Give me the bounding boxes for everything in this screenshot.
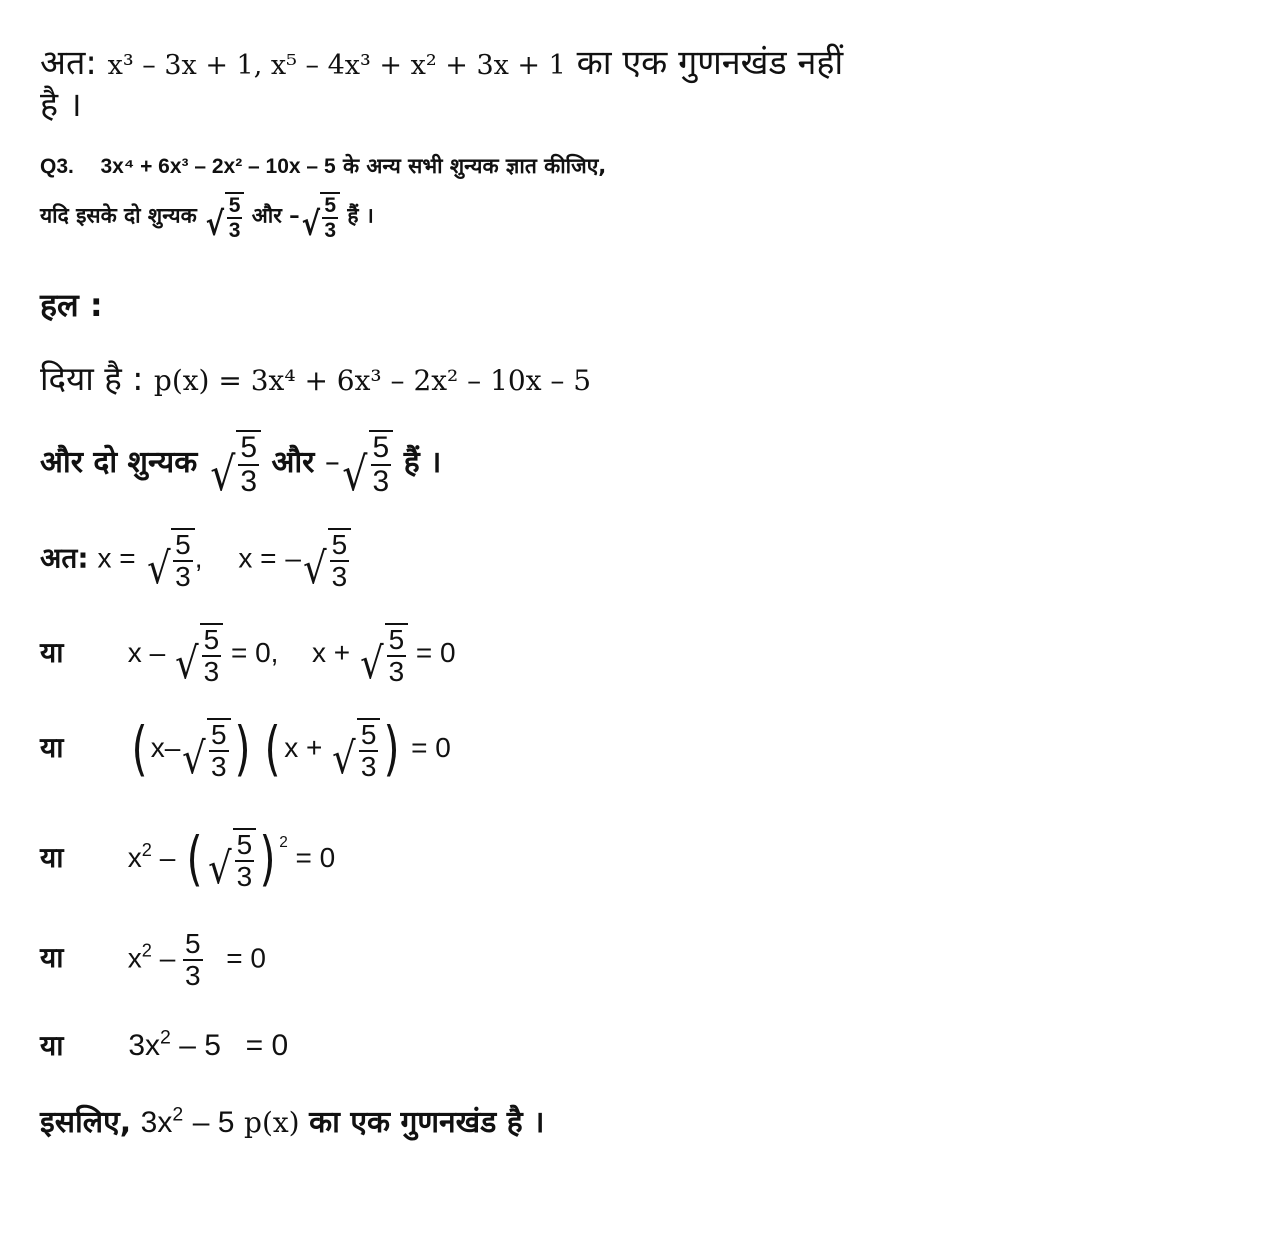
given-line: [40, 355, 591, 400]
sqrt-5-3: √ $\frac{5}{3}$: [173, 623, 223, 686]
fraction-denominator: 3: [236, 861, 253, 892]
question-line-2: [40, 192, 374, 244]
intro-line2-text: है ।: [40, 85, 82, 125]
sqrt-5-3: √ $\frac{5}{3}$: [330, 718, 380, 781]
equals-zero: = 0: [415, 636, 456, 668]
fraction-numerator: 5: [203, 624, 220, 655]
plus-sign: +: [333, 636, 351, 668]
intro-suffix: का एक गुणनखंड नहीं: [576, 43, 844, 83]
zeros-text-b: और: [271, 445, 315, 480]
conclusion-px: p(x): [244, 1106, 300, 1139]
question-polynomial: 3x⁴ + 6x³ – 2x² – 10x – 5: [100, 155, 336, 178]
equals-zero: = 0,: [230, 636, 279, 668]
x-var: x: [127, 841, 142, 873]
expr-3x: 3x: [128, 1029, 161, 1062]
fraction-numerator: 5: [372, 431, 390, 464]
left-paren: (: [186, 824, 203, 894]
sqrt-5-3: √ $\frac{5}{3}$: [301, 528, 351, 591]
conclusion-prefix: इसलिए,: [40, 1105, 132, 1140]
exponent: 2: [141, 940, 152, 961]
sqrt-5-3: √ $\frac{5}{3}$: [300, 192, 340, 241]
given-prefix: दिया है :: [40, 359, 144, 398]
minus-sign: –: [159, 942, 176, 974]
plus-sign: +: [306, 731, 323, 763]
exponent: 2: [141, 839, 152, 860]
step-5-line: [40, 1026, 288, 1064]
right-paren: ): [233, 714, 251, 784]
right-paren: ): [259, 824, 276, 894]
sqrt-5-3: √ $\frac{5}{3}$: [208, 430, 261, 497]
solution-heading: [40, 283, 103, 326]
hence-prefix: अत:: [40, 541, 89, 575]
question-text-1: के अन्य सभी शुन्यक ज्ञात कीजिए,: [342, 154, 607, 178]
exponent: 2: [160, 1026, 171, 1049]
x-var: x: [150, 731, 165, 763]
fraction-numerator: 5: [185, 928, 201, 959]
ya-label: या: [40, 1029, 64, 1062]
fraction-numerator: 5: [388, 624, 405, 655]
conclusion-3x: 3x: [140, 1106, 173, 1139]
zeros-text-a: और दो शुन्यक: [40, 445, 198, 480]
fraction-numerator: 5: [236, 829, 253, 860]
sqrt-5-3: √ $\frac{5}{3}$: [204, 192, 244, 241]
minus-sign: –: [324, 445, 340, 480]
x-equals: x =: [238, 542, 277, 574]
solution-heading-text: हल :: [40, 286, 103, 324]
fraction-numerator: 5: [240, 431, 258, 464]
ya-label: या: [40, 941, 64, 975]
fraction-numerator: 5: [210, 719, 227, 750]
minus-sign: –: [164, 731, 181, 763]
x-var: x: [127, 942, 142, 974]
conclusion-minus-5: – 5: [192, 1106, 235, 1139]
sqrt-5-3: √ $\frac{5}{3}$: [206, 828, 256, 891]
x-var: x: [284, 731, 299, 763]
sqrt-5-3: √ $\frac{5}{3}$: [340, 430, 393, 497]
fraction-numerator: 5: [331, 529, 348, 560]
right-paren: ): [383, 714, 400, 784]
fraction-denominator: 3: [240, 465, 258, 498]
expr-minus-5: – 5: [179, 1029, 221, 1062]
question-text-2c: हैं ।: [347, 203, 374, 228]
minus-sign: –: [149, 636, 166, 668]
step-4-line: [40, 930, 266, 990]
zeros-text-c: हैं ।: [403, 445, 442, 480]
fraction-denominator: 3: [210, 751, 227, 782]
fraction-denominator: 3: [175, 561, 191, 592]
fraction-numerator: 5: [228, 194, 241, 217]
sqrt-5-3: √ $\frac{5}{3}$: [145, 528, 195, 591]
fraction-denominator: 3: [324, 219, 337, 242]
minus-sign: –: [289, 203, 300, 228]
left-paren: (: [131, 714, 148, 784]
step-2-line: [40, 714, 451, 784]
conclusion-suffix: का एक गुणनखंड है ।: [309, 1105, 545, 1140]
question-number: Q3.: [40, 155, 74, 178]
equals-zero: = 0: [226, 942, 266, 974]
intro-expression: x³ – 3x + 1, x⁵ – 4x³ + x² + 3x + 1: [107, 50, 566, 81]
sqrt-5-3: √ $\frac{5}{3}$: [358, 623, 408, 686]
fraction-numerator: 5: [175, 529, 191, 560]
sqrt-5-3: √ $\frac{5}{3}$: [180, 718, 230, 781]
equals-zero: = 0: [245, 1029, 289, 1062]
minus-sign: –: [159, 841, 176, 873]
ya-label: या: [40, 635, 64, 669]
equals-zero: = 0: [411, 731, 451, 763]
question-text-2a: यदि इसके दो शुन्यक: [40, 203, 197, 228]
x-var: x: [311, 636, 326, 668]
ya-label: या: [40, 840, 64, 874]
exponent: 2: [172, 1103, 184, 1126]
equals-zero: = 0: [295, 841, 336, 873]
minus-sign: –: [285, 542, 301, 574]
fraction-denominator: 3: [203, 656, 220, 687]
ya-label: या: [40, 730, 64, 764]
intro-line: [40, 38, 843, 84]
exponent: 2: [279, 833, 288, 851]
fraction-numerator: 5: [324, 194, 337, 217]
question-line-1: [40, 152, 606, 180]
comma: ,: [194, 542, 203, 574]
fraction-denominator: 3: [331, 561, 348, 592]
intro-prefix: अत:: [40, 43, 97, 83]
fraction-denominator: 3: [388, 656, 405, 687]
intro-line-2: [40, 80, 82, 126]
question-text-2b: और: [251, 203, 282, 228]
hence-line: [40, 528, 351, 594]
fraction-denominator: 3: [360, 751, 377, 782]
fraction-5-3: [183, 930, 203, 990]
left-paren: (: [264, 714, 281, 784]
x-equals: x =: [97, 542, 136, 574]
x-var: x: [127, 636, 142, 668]
fraction-denominator: 3: [185, 960, 201, 991]
conclusion-line: [40, 1100, 544, 1141]
step-3-line: [40, 824, 336, 894]
step-1-line: [40, 623, 456, 689]
fraction-denominator: 3: [372, 465, 390, 498]
given-expression: p(x) = 3x⁴ + 6x³ – 2x² – 10x – 5: [153, 364, 592, 397]
zeros-line: [40, 430, 442, 501]
fraction-denominator: 3: [228, 219, 241, 242]
fraction-numerator: 5: [360, 719, 377, 750]
